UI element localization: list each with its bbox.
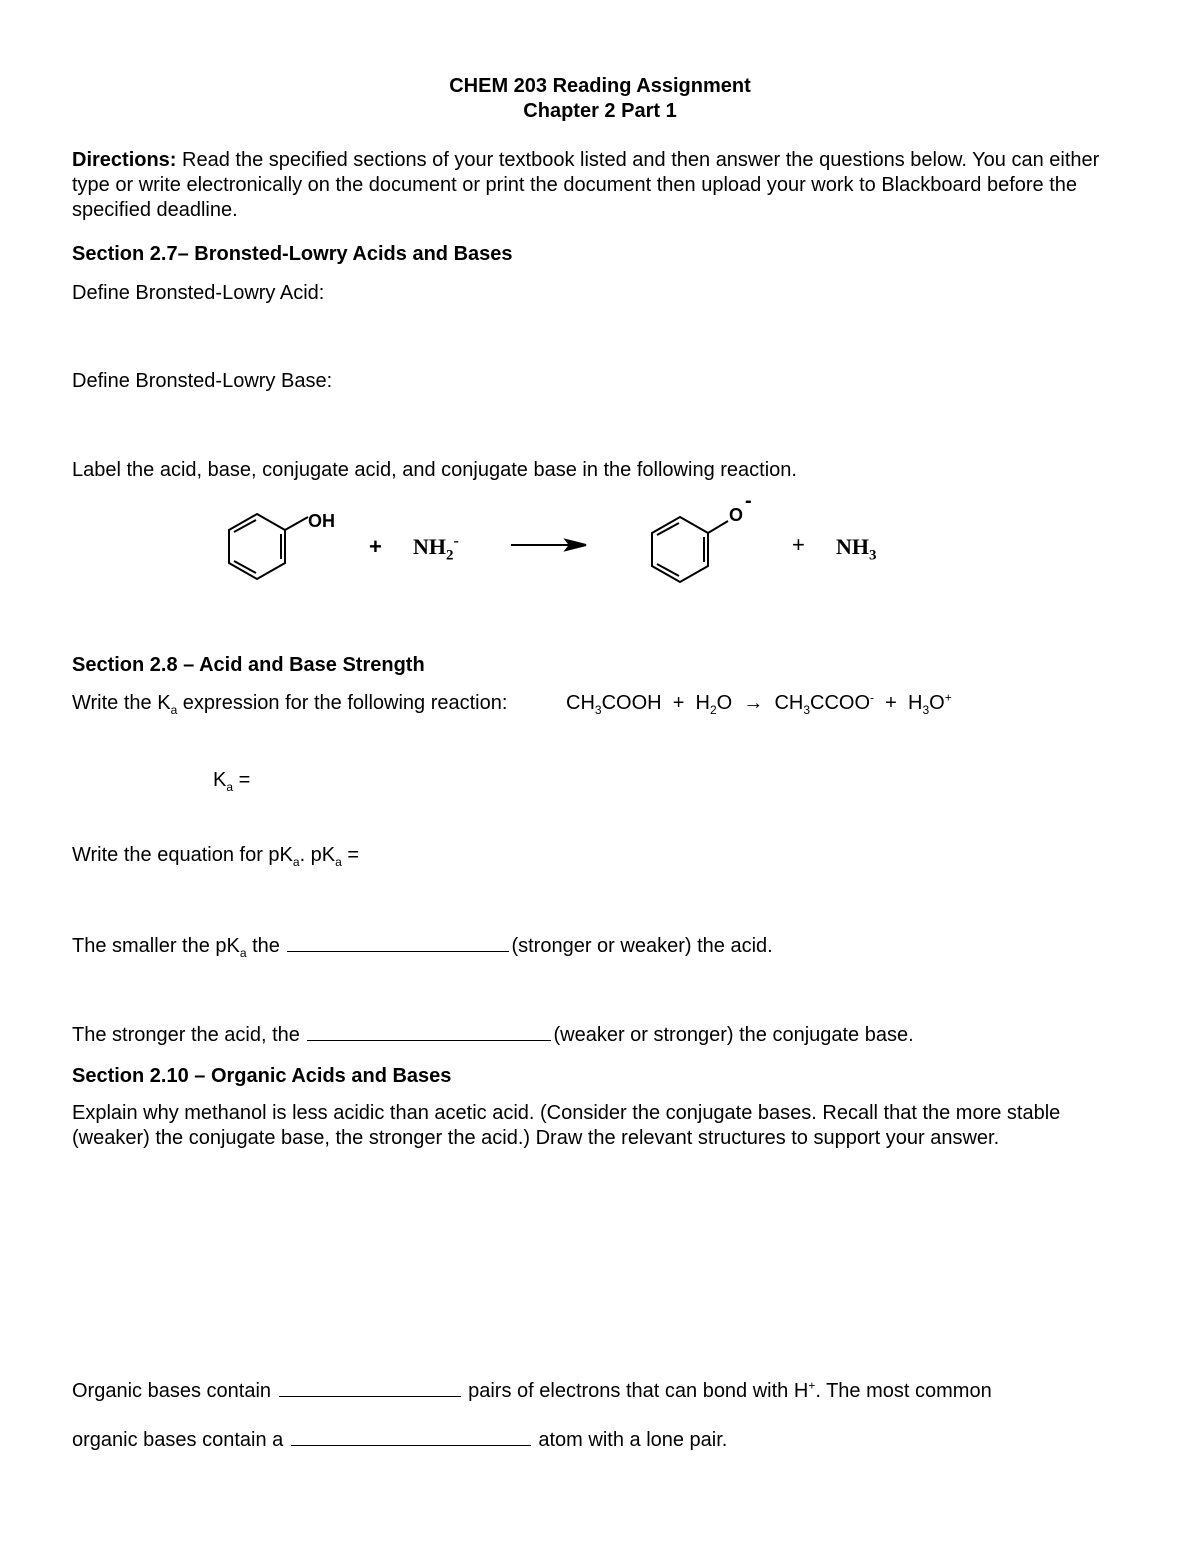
- reaction-diagram: [0, 490, 1200, 595]
- arrow-icon: →: [743, 692, 764, 714]
- pka-question: Write the equation for $pK_a$. $pK_a$ =: [72, 844, 360, 869]
- section-2-8-heading: Section 2.8 – Acid and Base Strength: [72, 654, 425, 676]
- reaction-arrow: [511, 540, 586, 550]
- answer-blank[interactable]: [291, 1425, 531, 1446]
- organic-bases-question: Organic bases contain pairs of electrons that can bond with H+. The most common: [72, 1376, 992, 1404]
- smaller-pka-question: The smaller the $pK_a$ the (stronger or weaker) the acid.: [72, 931, 773, 959]
- explain-question: Explain why methanol is less acidic than acetic acid. (Consider the conjugate bases. Recall that the more stable (weaker) the conjugate base, the stronger the acid.) Draw the relevant structures to support your answer.: [72, 1102, 1061, 1149]
- label-reaction-question: Label the acid, base, conjugate acid, and conjugate base in the following reaction.: [72, 459, 797, 481]
- answer-blank[interactable]: [279, 1376, 461, 1397]
- acetic-acid-equation: $CH_3COOH + H_2O$ → $CH_3CCOO^- + H_3O^+$: [566, 690, 952, 717]
- define-base-question: Define Bronsted-Lowry Base:: [72, 370, 333, 392]
- amide-ion: $NH_2^-$: [413, 532, 459, 564]
- organic-bases-atom-question: organic bases contain a atom with a lone pair.: [72, 1425, 727, 1453]
- plus-sign: +: [369, 534, 382, 559]
- page-subtitle: Chapter 2 Part 1: [523, 100, 677, 122]
- define-acid-question: Define Bronsted-Lowry Acid:: [72, 282, 325, 304]
- ammonia: $NH_3$: [836, 534, 877, 564]
- ka-prompt: Write the $K_a$ expression for the following reaction:: [72, 692, 508, 717]
- phenoxide-charge: -: [745, 490, 752, 512]
- phenol-structure: [0, 495, 1200, 595]
- section-2-7-heading: Section 2.7– Bronsted-Lowry Acids and Bases: [72, 243, 513, 265]
- answer-blank[interactable]: [287, 931, 509, 952]
- plus-sign: +: [792, 532, 805, 557]
- directions-text: Read the specified sections of your textbook listed and then answer the questions below. You can either type or write electronically on the document or print the document then upload your work to Blackboard before the specified deadline.: [72, 149, 1100, 221]
- page-title: CHEM 203 Reading Assignment: [449, 75, 751, 97]
- directions: [72, 148, 1132, 223]
- hydroxyl-label: OH: [308, 511, 335, 531]
- stronger-acid-question: The stronger the acid, the (weaker or stronger) the conjugate base.: [72, 1020, 914, 1048]
- section-2-10-heading: Section 2.10 – Organic Acids and Bases: [72, 1065, 452, 1087]
- ka-equals: $K_a$ =: [213, 769, 251, 794]
- directions-label: Directions:: [72, 149, 177, 171]
- answer-blank[interactable]: [307, 1020, 551, 1041]
- phenoxide-oxygen: O: [729, 505, 744, 525]
